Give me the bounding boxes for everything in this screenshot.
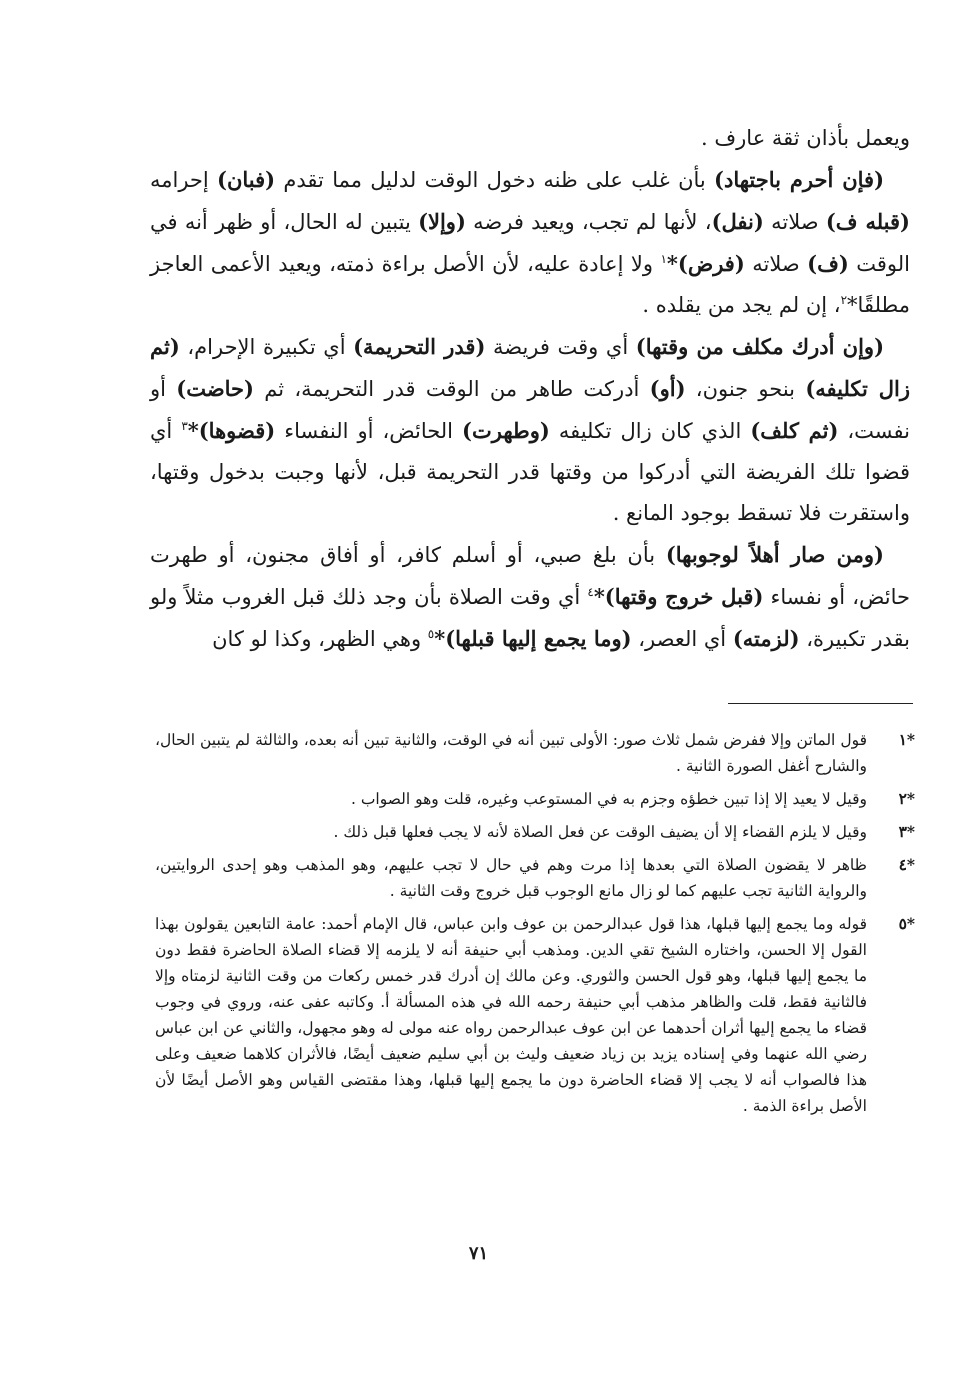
footnote-ref: ١ (660, 252, 667, 266)
text-run: ، إن لم يجد من يقلده . (642, 293, 841, 317)
footnote (155, 852, 915, 904)
footnote-mark: *٥ (898, 914, 915, 933)
matn-phrase: (أو) (649, 376, 686, 401)
footnote-text: وقيل لا يلزم القضاء إلا أن يضيف الوقت عن فعل الصلاة لأنه لا يجب فعلها قبل ذلك . (333, 823, 867, 841)
matn-phrase: (وإن أدرك مكلف من وقتها) (635, 334, 884, 359)
matn-phrase: (ثم زال تكليفه) (150, 334, 911, 401)
text-run: بأن بلغ صبي، أو أسلم كافر، أو أفاق مجنون، أو طهرت حائض، أو نفساء (150, 543, 910, 609)
footnotes (155, 727, 915, 1126)
matn-phrase: (ف) (807, 251, 849, 276)
text-run: أي قضوا تلك الفريضة التي أدركوا من وقتها قدر التحريمة قبل، لأنها وجبت بدخول وقتها، واستقرت فلا تسقط بوجود المانع . (150, 419, 910, 525)
matn-phrase: (وما يجمع إليها قبلها)* (434, 626, 632, 651)
footnote-mark: *٤ (898, 855, 915, 874)
text-run: إحرامه (150, 168, 218, 192)
text-run: ويعمل بأذان ثقة عارف . (701, 126, 910, 150)
footnote (155, 911, 915, 1119)
matn-phrase: (فإن أحرم باجتهاد) (714, 167, 885, 192)
footnote-text: قوله وما يجمع إليها قبلها، هذا قول عبدالرحمن بن عوف وابن عباس، قال الإمام أحمد: عامة التابعين يقولون بهذا القول إلا الحسن، واختاره الشيخ تقي الدين. ومذهب أبي حنيفة أنه لا يلزمه إلا قضاء الصلاة الحاضرة فقط دون ما يجمع إليها قبلها، وهو قول الحسن والثوري. وعن مالك إن أدرك قدر خمس ركعات من وقت الثانية لزمتاه وإلا فالثانية فقط، قلت والظاهر مذهب أبي حنيفة رحمه الله في هذه المسألة أ. وكاتبه عفى عنه، وروي في وجوب قضاء ما يجمع إليها أثران أحدهما عن ابن عوف عبدالرحمن رواه عنه مولى له وهو مجهول، والثاني عن ابن عباس رضي الله عنهما وفي إسناده يزيد بن زياد ضعيف وليث بن أبي سليم ضعيف أيضًا، فالأثران كلاهما ضعيف وعلى هذا فالصواب أنه لا يجب إلا قضاء الحاضرة دون ما يجمع إليها قبلها، وهذا مقتضى القياس وهو الأصل أيضًا لأن الأصل براءة الذمة . (155, 915, 867, 1115)
footnote (155, 727, 915, 779)
text-run: أي تكبيرة الإحرام، (179, 335, 354, 359)
matn-phrase: (فبان) (217, 167, 276, 192)
matn-phrase: (قبله ف) (825, 209, 910, 234)
matn-phrase: (لزمته) (732, 626, 800, 651)
text-run: يتبين له الحال، أو ظهر أنه في الوقت (150, 210, 911, 276)
matn-phrase: (فرض)* (666, 251, 745, 276)
paragraph-2 (150, 326, 910, 534)
page-number: ٧١ (468, 1243, 489, 1264)
text-run: أدركت طاهر من الوقت قدر التحريمة، ثم (253, 377, 650, 401)
footnote-ref: ٥ (427, 627, 435, 641)
text-run: أو نفست، (150, 377, 911, 443)
footnote-mark: *٣ (898, 822, 915, 841)
footnote-ref: ٣ (181, 419, 188, 433)
text-run: الحائض، أو النفساء (275, 419, 463, 443)
main-text (150, 118, 910, 660)
text-run: ولا إعادة عليه، لأن الأصل براءة ذمته، ويعيد الأعمى العاجز مطلقًا* (150, 252, 910, 317)
matn-phrase: (وطهرت) (462, 418, 550, 443)
paragraph-1 (150, 159, 910, 326)
matn-phrase: (نفل) (711, 209, 764, 234)
matn-phrase: (قضوها)* (187, 418, 276, 443)
text-run: أي وقت فريضة (485, 335, 636, 359)
text-run: بأن غلب على ظنه دخول الوقت لدليل مما تقدم (275, 168, 715, 192)
paragraph-3 (150, 534, 910, 660)
matn-phrase: (حاضت) (176, 376, 254, 401)
matn-phrase: (قبل خروج وقتها)* (593, 584, 764, 609)
text-run: الذي كان زال تكليفه (549, 419, 751, 443)
text-run: أي العصر، (631, 627, 733, 651)
footnote (155, 819, 915, 845)
footnote-mark: *٢ (898, 789, 915, 808)
paragraph-0 (150, 118, 910, 159)
footnote-separator (728, 703, 913, 704)
matn-phrase: (قدر التحريمة) (353, 334, 486, 359)
matn-phrase: (ثم كلف) (750, 418, 839, 443)
footnote (155, 786, 915, 812)
text-run: بنحو جنون، (685, 377, 806, 401)
footnote-ref: ٢ (840, 293, 848, 307)
text-run: صلاته (763, 210, 826, 234)
footnote-text: ظاهر لا يقضون الصلاة التي بعدها إذا مرت وهم في حال لا تجب عليهم، وهو المذهب وهو إحدى الروايتين، والرواية الثانية تجب عليهم كما لو زال مانع الوجوب قبل خروج وقت الثانية . (155, 856, 867, 900)
matn-phrase: (ومن صار أهلاً لوجوبها) (665, 542, 884, 567)
footnote-ref: ٤ (587, 585, 594, 599)
text-run: صلاته (744, 252, 808, 276)
footnote-mark: *١ (898, 730, 915, 749)
text-run: أي وقت الصلاة بأن وجد ذلك قبل الغروب مثلاً ولو بقدر تكبيرة، (150, 585, 910, 651)
footnote-text: قول الماتن وإلا ففرض شمل ثلاث صور: الأولى تبين أنه في الوقت، والثانية تبين أنه بعده، والثالثة لم يتبين الحال، والشارح أغفل الصورة الثانية . (155, 731, 867, 775)
footnote-text: وقيل لا يعيد إلا إذا تبين خطؤه وجزم به في المستوعب وغيره، قلت وهو الصواب . (350, 790, 867, 808)
text-run: ، لأنها لم تجب، ويعيد فرضه (465, 210, 712, 234)
text-run: وهي الظهر، وكذا لو كان (212, 627, 428, 651)
matn-phrase: (وإلا) (418, 209, 466, 234)
